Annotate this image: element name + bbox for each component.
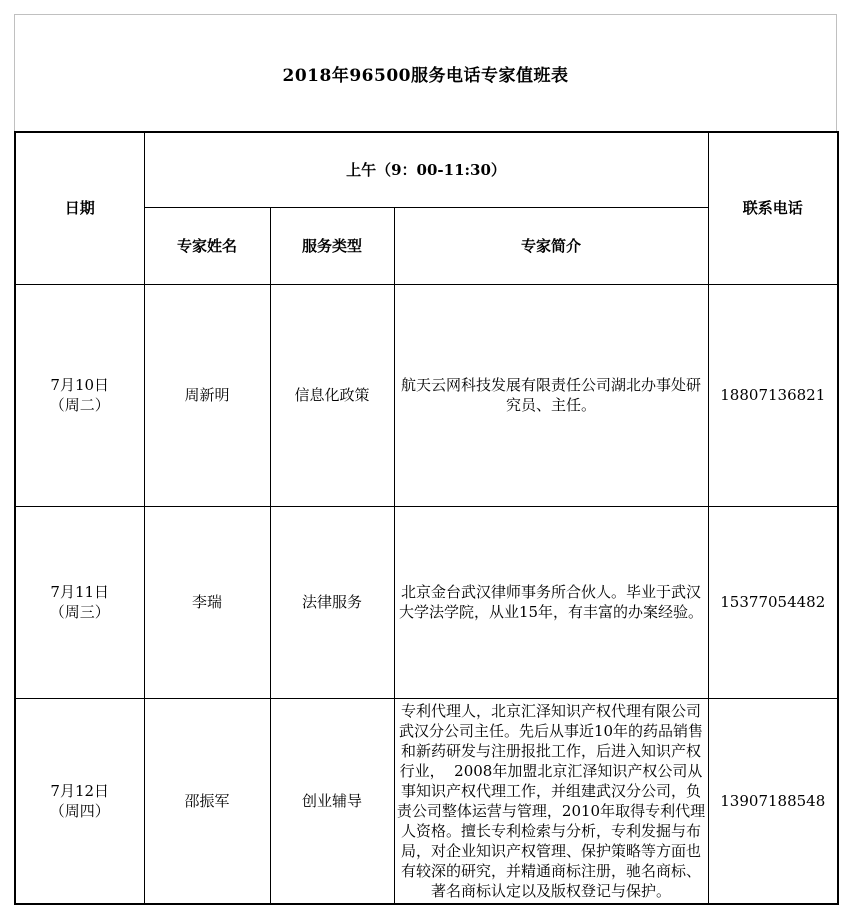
header-morning-session: 上午（9：00-11:30） [144,132,708,207]
date-cell [15,506,144,698]
weekday-text: （周三） [49,603,110,621]
header-expert-intro: 专家简介 [394,207,708,284]
service-type-cell: 法律服务 [270,506,394,698]
expert-name-cell: 李瑞 [144,506,270,698]
table-row [15,284,838,506]
date-text: 7月12日 [50,781,110,800]
header-expert-name: 专家姓名 [144,207,270,284]
header-row-morning [15,132,838,207]
service-type-cell: 信息化政策 [270,284,394,506]
expert-name-cell: 周新明 [144,284,270,506]
date-cell [15,284,144,506]
phone-cell: 15377054482 [708,506,838,698]
date-text: 7月10日 [50,376,110,394]
duty-schedule-table [14,131,839,905]
document-sheet [14,14,837,905]
expert-intro-cell: 北京金台武汉律师事务所合伙人。毕业于武汉大学法学院，从业15年，有丰富的办案经验。 [394,506,708,698]
date-text: 7月11日 [50,583,110,601]
header-service-type: 服务类型 [270,207,394,284]
date-cell [15,698,144,904]
expert-name-cell: 邵振军 [144,698,270,904]
expert-intro-cell: 航天云网科技发展有限责任公司湖北办事处研究员、主任。 [394,284,708,506]
page-title: 2018年96500服务电话专家值班表 [282,65,569,86]
weekday-text: （周二） [49,396,110,414]
weekday-text: （周四） [49,801,110,820]
service-type-cell: 创业辅导 [270,698,394,904]
header-contact-phone: 联系电话 [708,132,838,284]
header-date: 日期 [15,132,144,284]
table-row [15,506,838,698]
table-title-block [14,14,837,131]
table-row [15,698,838,904]
phone-cell: 18807136821 [708,284,838,506]
expert-intro-cell: 专利代理人，北京汇泽知识产权代理有限公司武汉分公司主任。先后从事近10年的药品销售和新药研发与注册报批工作，后进入知识产权行业， 2008年加盟北京汇泽知识产权公司从事知识产权代理工作，并组建武汉分公司，负责公司整体运营与管理，2010年取得专利代理人资格。擅长专利检索与分析，专利发掘与布局，对企业知识产权管理、保护策略等方面也有较深的研究，并精通商标注册，驰名商标、著名商标认定以及版权登记与保护。 [394,698,708,904]
phone-cell: 13907188548 [708,698,838,904]
